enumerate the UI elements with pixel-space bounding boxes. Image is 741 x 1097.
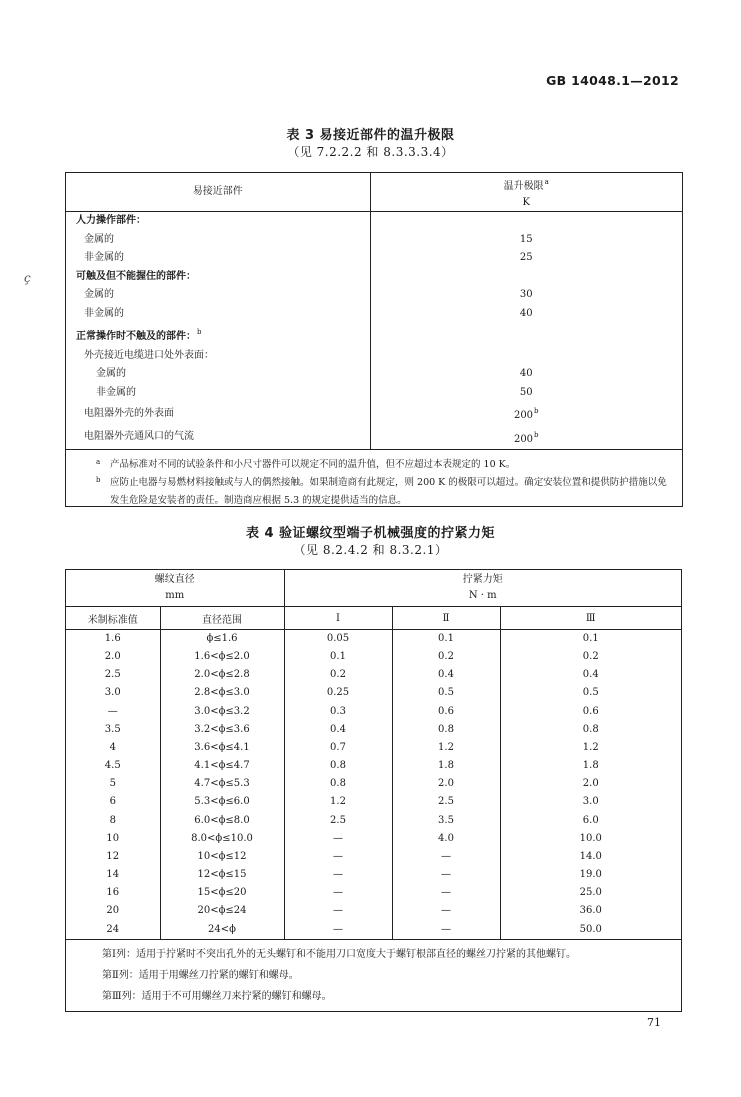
table3-footnotes — [66, 450, 682, 515]
diameter-range: 4.7<ϕ≤5.3 — [160, 775, 284, 793]
metric-value: 14 — [66, 866, 160, 884]
limit-value-cell — [370, 268, 682, 287]
table4-notes-cell — [66, 939, 681, 1011]
table3-footnote-cell — [66, 450, 682, 515]
table-row — [66, 793, 681, 811]
column-note: 第Ⅱ列：适用于用螺丝刀拧紧的螺钉和螺母。 — [102, 969, 299, 981]
limit-value-cell — [370, 305, 682, 324]
metric-value: 16 — [66, 884, 160, 902]
thread-diameter-unit: mm — [165, 590, 185, 601]
part-label: 外壳接近电缆进口处外表面： — [84, 349, 214, 361]
limit-value: 40 — [519, 307, 533, 319]
table-row — [66, 648, 681, 666]
torque-col2: 2.5 — [392, 793, 500, 811]
table-row — [66, 231, 682, 250]
diameter-range: 2.0<ϕ≤2.8 — [160, 666, 284, 684]
diameter-range: 8.0<ϕ≤10.0 — [160, 830, 284, 848]
torque-col2: 4.0 — [392, 830, 500, 848]
part-label-cell — [66, 365, 370, 384]
torque-col3: 0.6 — [582, 705, 599, 717]
table3 — [66, 173, 682, 514]
table3-body — [66, 212, 682, 450]
metric-value: 10 — [66, 830, 160, 848]
table-row — [66, 426, 682, 450]
table-row — [66, 630, 681, 649]
torque-col1: 0.1 — [284, 648, 392, 666]
torque-col1: 0.05 — [284, 630, 392, 649]
table4-subtitle: （见 8.2.4.2 和 8.3.2.1） — [293, 543, 448, 557]
footnote — [96, 474, 672, 510]
part-label-cell — [66, 249, 370, 268]
torque-col1: 1.2 — [284, 793, 392, 811]
table-row — [66, 703, 681, 721]
torque-col1: — — [284, 866, 392, 884]
part-label-cell — [66, 212, 370, 231]
limit-value: 30 — [519, 289, 533, 300]
footnote-mark: b — [197, 328, 202, 336]
table-row — [66, 921, 681, 940]
metric-value: 12 — [66, 848, 160, 866]
torque-col1: 0.25 — [284, 684, 392, 702]
torque-col2: 0.6 — [392, 703, 500, 721]
table4-subheader-col1: Ⅰ — [284, 607, 392, 630]
torque-col3: 1.2 — [582, 741, 599, 753]
torque-col1: 0.3 — [284, 703, 392, 721]
torque-col3: 6.0 — [582, 814, 599, 826]
table3-subtitle: （见 7.2.2.2 和 8.3.3.3.4） — [287, 145, 454, 159]
torque-col3: 2.0 — [582, 778, 599, 790]
metric-value: 4 — [66, 739, 160, 757]
torque-col2: — — [392, 884, 500, 902]
torque-col3: 10.0 — [579, 832, 602, 844]
torque-col3: 0.1 — [582, 633, 599, 644]
torque-col2: 2.0 — [392, 775, 500, 793]
torque-col1: 2.5 — [284, 812, 392, 830]
footnote-mark: a — [544, 177, 549, 186]
part-label: 金属的 — [84, 289, 114, 300]
torque-col3: 36.0 — [579, 905, 602, 917]
metric-value: 4.5 — [66, 757, 160, 775]
table-row — [66, 347, 682, 366]
table-row — [66, 684, 681, 702]
torque-col3: 25.0 — [579, 887, 602, 899]
table3-title: 表 3 易接近部件的温升极限 — [286, 128, 455, 143]
table-row — [66, 305, 682, 324]
torque-col1: 0.8 — [284, 757, 392, 775]
limit-value-cell — [370, 286, 682, 305]
torque-col1: 0.8 — [284, 775, 392, 793]
limit-value-cell — [370, 384, 682, 403]
torque-col1: 0.2 — [284, 666, 392, 684]
diameter-range: 3.0<ϕ≤3.2 — [160, 703, 284, 721]
part-label: 可触及但不能握住的部件： — [76, 270, 196, 282]
part-label-cell — [66, 231, 370, 250]
part-label: 非金属的 — [96, 386, 136, 398]
diameter-range: 15<ϕ≤20 — [160, 884, 284, 902]
table-row — [66, 757, 681, 775]
torque-col3: 14.0 — [579, 850, 602, 862]
metric-value: 3.5 — [66, 721, 160, 739]
limit-header-unit: K — [522, 196, 530, 208]
table4-subheader-col3: Ⅲ — [500, 607, 681, 630]
part-label: 金属的 — [96, 368, 126, 379]
metric-value: 3.0 — [66, 684, 160, 702]
table4-title: 表 4 验证螺纹型端子机械强度的拧紧力矩 — [245, 526, 496, 541]
metric-value: 24 — [66, 921, 160, 940]
part-label-cell — [66, 286, 370, 305]
part-label-cell — [66, 305, 370, 324]
metric-value: 2.5 — [66, 666, 160, 684]
torque-col2: 1.2 — [392, 739, 500, 757]
torque-col1: — — [284, 830, 392, 848]
table4-header-row-2 — [66, 607, 681, 630]
table4-header-row-1 — [66, 570, 681, 607]
table4-body — [66, 630, 681, 940]
limit-value-cell — [370, 231, 682, 250]
footnote-text: 应防止电器与易燃材料接触或与人的偶然接触。如果制造商有此规定，则 200 K 的极限可以超过。确定安装位置和提供防护措施以免发生危险是安装者的责任。制造商应根据 5.3 的规定提供适当的信息。 — [110, 477, 667, 506]
part-label: 电阻器外壳通风口的气流 — [84, 431, 194, 442]
limit-value: 40 — [519, 368, 533, 379]
torque-col3: 50.0 — [500, 921, 681, 940]
torque-label: 拧紧力矩 — [462, 574, 503, 585]
limit-value: 15 — [519, 233, 533, 245]
limit-value-cell — [370, 323, 682, 347]
torque-col3: 0.5 — [582, 687, 599, 699]
diameter-range: 3.2<ϕ≤3.6 — [160, 721, 284, 739]
table-row — [66, 666, 681, 684]
table4-notes — [66, 939, 681, 1011]
part-label: 电阻器外壳的外表面 — [84, 407, 174, 419]
diameter-range: 6.0<ϕ≤8.0 — [160, 812, 284, 830]
diameter-range: 20<ϕ≤24 — [160, 902, 284, 920]
part-label: 金属的 — [84, 233, 114, 245]
footnote — [96, 456, 672, 474]
limit-value-cell — [370, 426, 682, 450]
limit-value: 50 — [519, 386, 533, 398]
table-row — [66, 902, 681, 920]
part-label: 非金属的 — [84, 307, 124, 319]
limit-value: 200 — [513, 433, 534, 445]
footnote-mark: b — [534, 430, 539, 439]
torque-col2: 1.8 — [392, 757, 500, 775]
torque-unit: N · m — [468, 590, 497, 601]
part-label-cell — [66, 426, 370, 450]
torque-col3: 1.8 — [582, 760, 599, 772]
metric-value: 20 — [66, 902, 160, 920]
diameter-range: 24<ϕ — [160, 921, 284, 940]
table-row — [66, 884, 681, 902]
column-note: 第Ⅲ列：适用于不可用螺丝刀来拧紧的螺钉和螺母。 — [102, 990, 332, 1002]
torque-col3: 19.0 — [579, 869, 602, 881]
standard-number: GB 14048.1—2012 — [546, 73, 679, 88]
table-row — [66, 830, 681, 848]
metric-value: 8 — [66, 812, 160, 830]
torque-col2: 0.2 — [392, 648, 500, 666]
metric-value: — — [66, 703, 160, 721]
torque-col3: 0.8 — [582, 723, 599, 735]
limit-value-cell — [370, 365, 682, 384]
torque-col3: 3.0 — [582, 796, 599, 808]
torque-col3: 0.2 — [582, 651, 599, 663]
table4-subheader-metric: 米制标准值 — [66, 607, 160, 630]
thread-diameter-label: 螺纹直径 — [154, 574, 195, 585]
table4-subheader-col2: Ⅱ — [392, 607, 500, 630]
torque-col2: — — [392, 921, 500, 940]
table-row — [66, 365, 682, 384]
table4-subheader-range: 直径范围 — [160, 607, 284, 630]
limit-value: 25 — [519, 252, 533, 263]
part-label-cell — [66, 268, 370, 287]
metric-value: 5 — [66, 775, 160, 793]
part-label-cell — [66, 323, 370, 347]
table4 — [66, 570, 681, 1011]
table-row — [66, 775, 681, 793]
torque-col1: — — [284, 848, 392, 866]
table-row — [66, 268, 682, 287]
limit-value: 200 — [513, 410, 534, 421]
table-row — [66, 812, 681, 830]
footnote-mark: b — [534, 407, 539, 415]
table4-header-thread-diameter — [66, 570, 284, 607]
torque-col2: — — [392, 866, 500, 884]
limit-value-cell — [370, 249, 682, 268]
torque-col1: 0.4 — [284, 721, 392, 739]
footnote-mark: b — [96, 476, 101, 484]
part-label: 正常操作时不触及的部件： — [76, 331, 196, 342]
part-label-cell — [66, 347, 370, 366]
table-row — [66, 384, 682, 403]
table-row — [66, 323, 682, 347]
torque-col2: — — [392, 848, 500, 866]
limit-value-cell — [370, 212, 682, 231]
table-row — [66, 848, 681, 866]
table3-header-row — [66, 173, 682, 212]
diameter-range: 5.3<ϕ≤6.0 — [160, 793, 284, 811]
metric-value: 6 — [66, 793, 160, 811]
torque-col2: 0.4 — [392, 666, 500, 684]
margin-mark: ç — [24, 271, 31, 285]
table3-col-header-limit — [370, 173, 682, 212]
table-row — [66, 286, 682, 305]
page-number: 71 — [647, 1016, 661, 1029]
diameter-range: ϕ≤1.6 — [160, 630, 284, 649]
torque-col2: 0.5 — [392, 684, 500, 702]
torque-col2: 3.5 — [392, 812, 500, 830]
diameter-range: 4.1<ϕ≤4.7 — [160, 757, 284, 775]
limit-header-text: 温升极限 — [503, 180, 544, 192]
torque-col1: — — [284, 902, 392, 920]
diameter-range: 10<ϕ≤12 — [160, 848, 284, 866]
table-row — [66, 721, 681, 739]
part-label: 人力操作部件： — [76, 215, 146, 226]
table-row — [66, 249, 682, 268]
metric-value: 1.6 — [66, 630, 160, 649]
torque-col1: 0.7 — [284, 739, 392, 757]
diameter-range: 1.6<ϕ≤2.0 — [160, 648, 284, 666]
diameter-range: 12<ϕ≤15 — [160, 866, 284, 884]
part-label-cell — [66, 402, 370, 426]
torque-col2: 0.8 — [392, 721, 500, 739]
diameter-range: 3.6<ϕ≤4.1 — [160, 739, 284, 757]
table-row — [66, 866, 681, 884]
part-label-cell — [66, 384, 370, 403]
footnote-text: 产品标准对不同的试验条件和小尺寸器件可以规定不同的温升值，但不应超过本表规定的 10 K。 — [110, 459, 516, 470]
limit-value-cell — [370, 347, 682, 366]
column-note: 第Ⅰ列：适用于拧紧时不突出孔外的无头螺钉和不能用刀口宽度大于螺钉根部直径的螺丝刀拧紧的其他螺钉。 — [102, 948, 576, 960]
diameter-range: 2.8<ϕ≤3.0 — [160, 684, 284, 702]
part-label: 非金属的 — [84, 252, 124, 263]
torque-col2: 0.1 — [392, 630, 500, 649]
torque-col3: 0.4 — [582, 669, 599, 681]
footnote-mark: a — [96, 458, 101, 466]
torque-col1: — — [284, 884, 392, 902]
table-row — [66, 739, 681, 757]
torque-col1: — — [284, 921, 392, 940]
table4-header-torque — [284, 570, 681, 607]
torque-col2: — — [392, 902, 500, 920]
table3-col-header-part: 易接近部件 — [66, 173, 370, 212]
table-row — [66, 402, 682, 426]
table-row — [66, 212, 682, 231]
metric-value: 2.0 — [66, 648, 160, 666]
limit-value-cell — [370, 402, 682, 426]
